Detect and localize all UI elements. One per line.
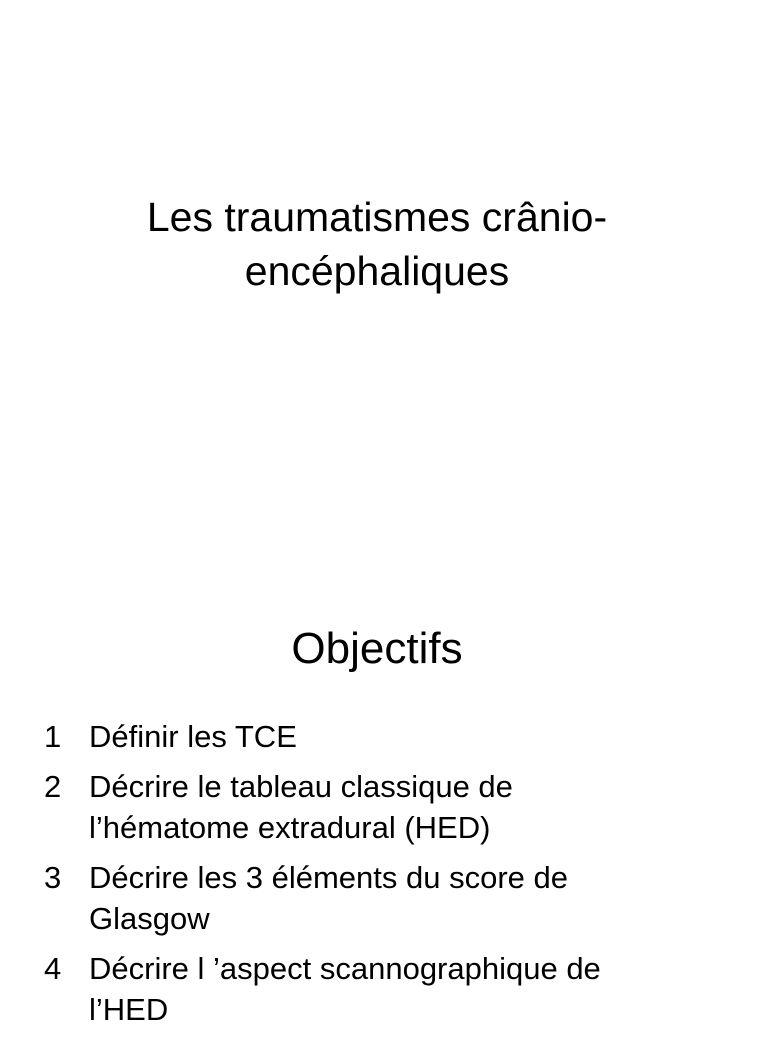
objective-number: 4 — [44, 951, 62, 986]
objective-number: 3 — [44, 860, 62, 895]
objective-text-line-1: Définir les TCE — [89, 719, 297, 754]
objective-text — [89, 857, 744, 939]
objective-item-4 — [44, 948, 744, 1030]
slide-title-line-1: Les traumatismes crânio- — [146, 194, 608, 240]
objective-text-line-1: Décrire l ’aspect scannographique de — [89, 951, 601, 986]
objective-number: 1 — [44, 719, 62, 754]
objective-text — [89, 766, 744, 848]
objective-text-line-2: Glasgow — [89, 901, 210, 936]
objective-text-line-1: Décrire le tableau classique de — [89, 769, 513, 804]
objective-text — [89, 716, 744, 757]
objective-item-1 — [44, 716, 744, 757]
objective-text-line-2: l’hématome extradural (HED) — [89, 810, 491, 845]
objective-text — [89, 948, 744, 1030]
objective-item-2 — [44, 766, 744, 848]
objective-text-line-2: l’HED — [89, 992, 169, 1027]
objective-item-3 — [44, 857, 744, 939]
objective-number: 2 — [44, 769, 62, 804]
objectives-list — [44, 716, 744, 1039]
objective-text-line-1: Décrire les 3 éléments du score de — [89, 860, 569, 895]
slide-title-line-2: encéphaliques — [244, 248, 510, 294]
objectives-heading: Objectifs — [291, 624, 463, 673]
slide-title — [60, 190, 694, 298]
